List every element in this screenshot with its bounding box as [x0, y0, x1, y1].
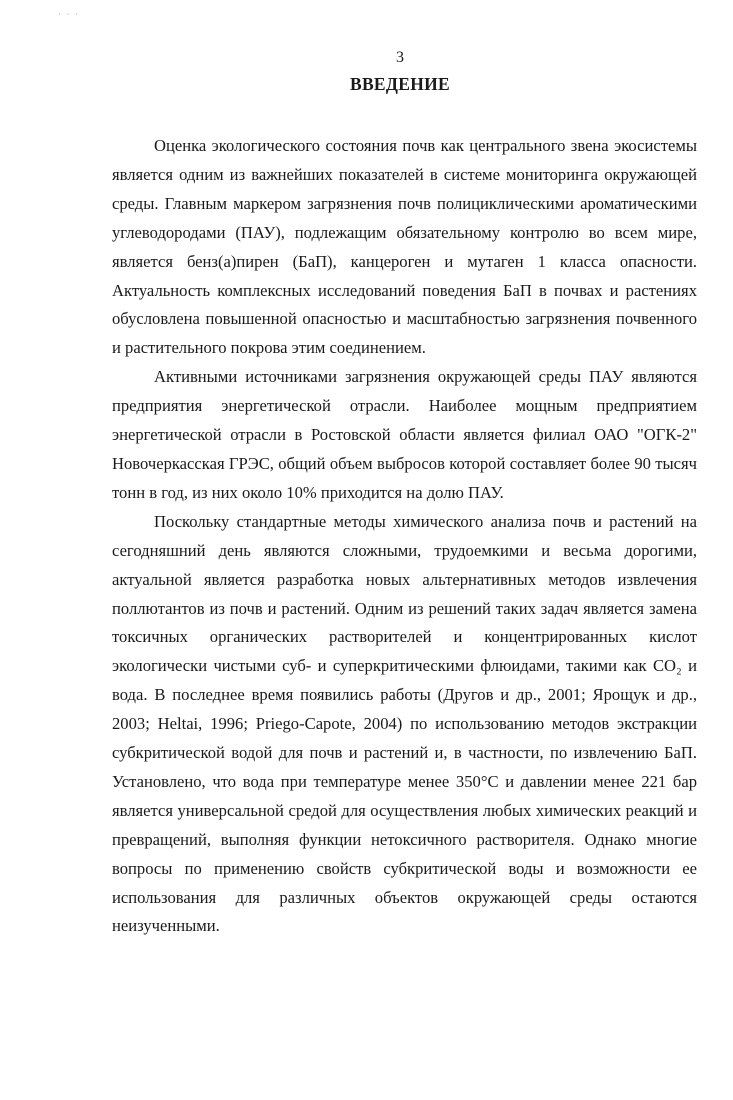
page-title: ВВЕДЕНИЕ: [349, 74, 451, 94]
scan-marks: · · ·: [58, 10, 80, 19]
page-number: 3: [396, 49, 404, 66]
body-text: [112, 132, 697, 941]
paragraph-2: Активными источниками загрязнения окружающей среды ПАУ являются предприятия энергетической отрасли. Наиболее мощным предприятием энергетической отрасли в Ростовской области является филиал ОАО "ОГК-2" Новочеркасская ГРЭС, общий объем выбросов которой составляет более 90 тысяч тонн в год, из них около 10% приходится на долю ПАУ.: [112, 367, 697, 502]
paragraph-3: Поскольку стандартные методы химического анализа почв и растений на сегодняшний день являются сложными, трудоемкими и весьма дорогими, актуальной является разработка новых альтернативных методов извлечения поллютантов из почв и растений. Одним из решений таких задач является замена токсичных органических растворителей и концентрированных кислот экологически чистыми суб- и суперкритическими флюидами, такими как CO₂ и вода. В последнее время появились работы (Другов и др., 2001; Ярощук и др., 2003; Heltai, 1996; Priego-Capote, 2004) по использованию методов экстракции субкритической водой для почв и растений и, в частности, по извлечению БаП. Установлено, что вода при температуре менее 350°С и давлении менее 221 бар является универсальной средой для осуществления любых химических реакций и превращений, выполняя функции нетоксичного растворителя. Однако многие вопросы по применению свойств субкритической воды и возможности ее использования для различных объектов окружающей среды остаются неизученными.: [112, 511, 697, 936]
paragraph-1: Оценка экологического состояния почв как центрального звена экосистемы является одним из важнейших показателей в системе мониторинга окружающей среды. Главным маркером загрязнения почв полициклическими ароматическими углеводородами (ПАУ), подлежащим обязательному контролю во всем мире, является бенз(а)пирен (БаП), канцероген и мутаген 1 класса опасности. Актуальность комплексных исследований поведения БаП в почвах и растениях обусловлена повышенной опасностью и масштабностью загрязнения почвенного и растительного покрова этим соединением.: [112, 136, 697, 358]
